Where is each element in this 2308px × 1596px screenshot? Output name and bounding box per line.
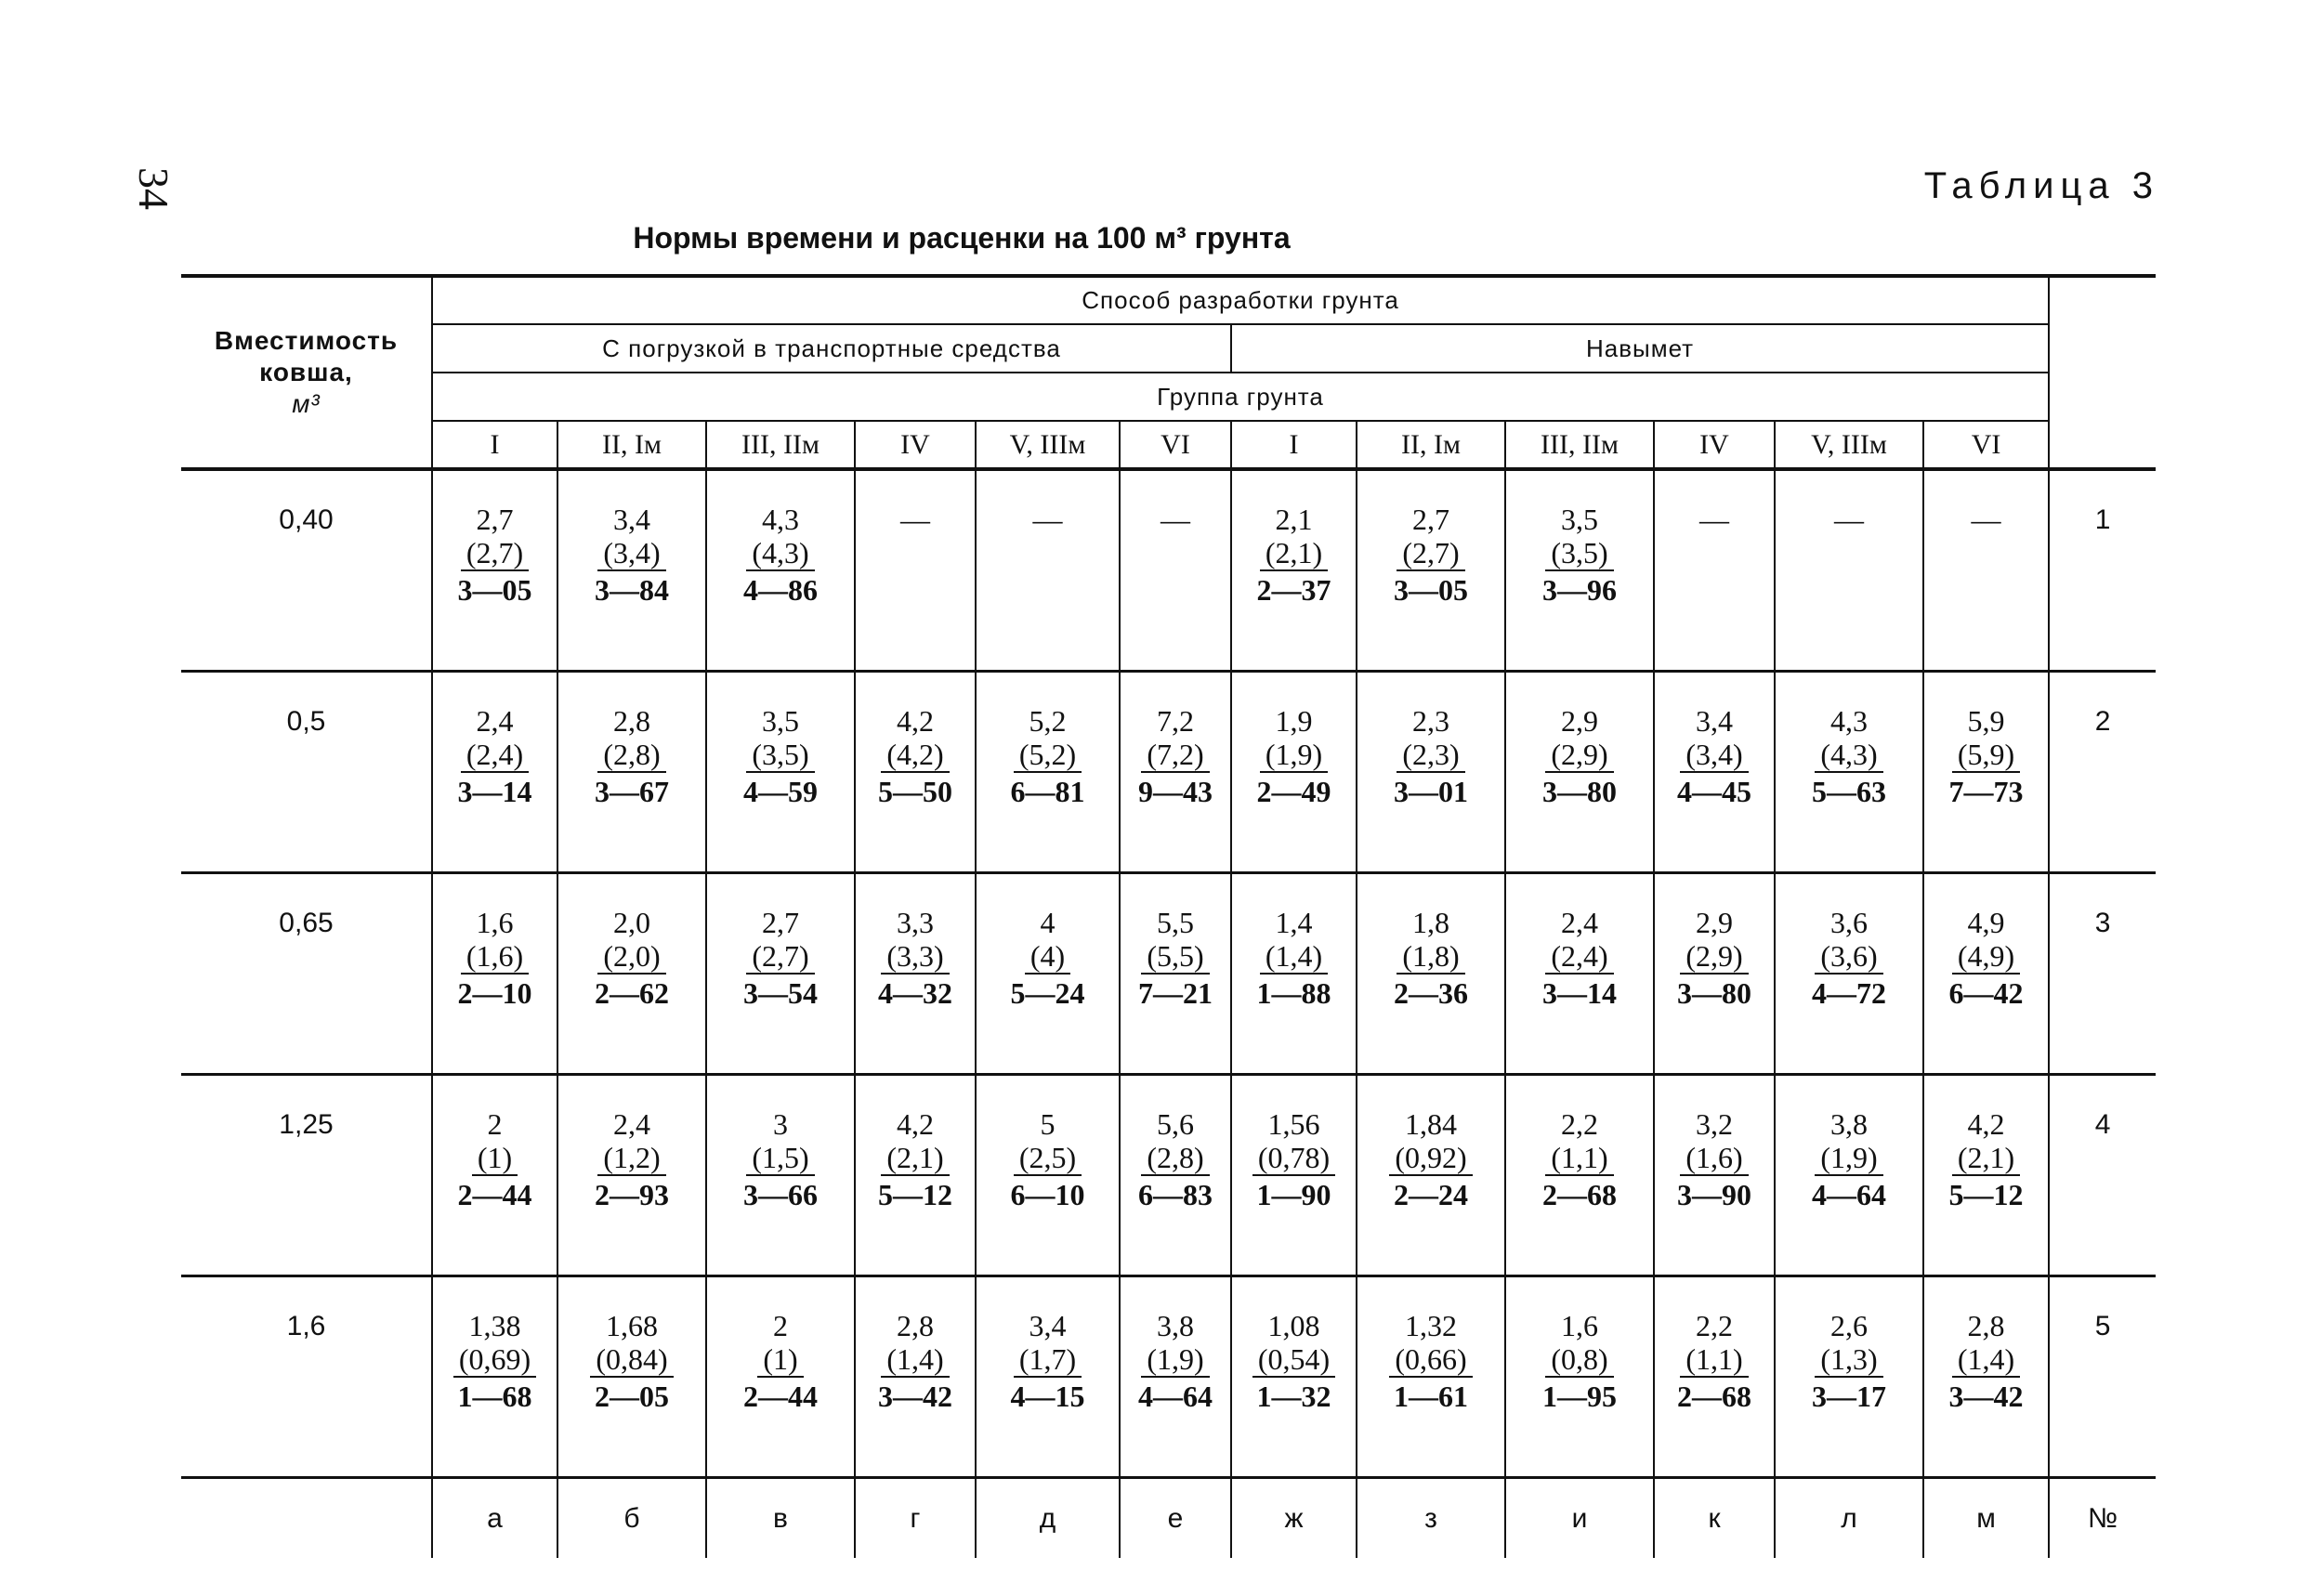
- machine-time: (1,9): [1260, 738, 1328, 773]
- soil-group-col-8: II, Iм: [1357, 421, 1505, 469]
- norms-table: [181, 274, 2156, 1558]
- time-norm: 2,2: [1561, 1107, 1598, 1141]
- time-norm: 3,8: [1830, 1107, 1868, 1141]
- machine-time: (2,4): [461, 738, 529, 773]
- time-norm: 2,9: [1561, 704, 1598, 738]
- soil-group-col-3: III, IIм: [706, 421, 855, 469]
- to-spoil-header: Навымет: [1231, 324, 2049, 373]
- rate: 9—43: [1138, 775, 1213, 808]
- machine-time: (1,6): [461, 939, 529, 975]
- rate: 3—17: [1812, 1380, 1886, 1413]
- soil-group-col-6: VI: [1120, 421, 1231, 469]
- norm-cell: [432, 672, 557, 873]
- machine-time: (0,8): [1545, 1342, 1613, 1378]
- rate: 2—05: [595, 1380, 669, 1413]
- column-letter: м: [1923, 1478, 2049, 1559]
- soil-group-col-11: V, IIIм: [1775, 421, 1923, 469]
- rate: 1—90: [1256, 1178, 1331, 1211]
- rate: 3—90: [1677, 1178, 1751, 1211]
- machine-time: (1,5): [746, 1141, 814, 1176]
- table-title: Нормы времени и расценки на 100 м³ грунта: [633, 221, 1291, 255]
- column-letter: д: [976, 1478, 1120, 1559]
- time-norm: 3,4: [1696, 704, 1733, 738]
- rate: 1—95: [1542, 1380, 1617, 1413]
- time-norm: 4: [1040, 906, 1056, 939]
- machine-time: (2,8): [597, 738, 665, 773]
- table-row: [181, 672, 2156, 873]
- time-norm: 1,84: [1405, 1107, 1457, 1141]
- norm-cell: [1505, 1276, 1654, 1478]
- time-norm: 7,2: [1157, 704, 1194, 738]
- rate: 4—72: [1812, 976, 1886, 1010]
- machine-time: (2,1): [1952, 1141, 2020, 1176]
- machine-time: (1,3): [1815, 1342, 1882, 1378]
- rate: 5—12: [878, 1178, 952, 1211]
- bucket-volume: 1,6: [181, 1276, 432, 1478]
- time-norm: 4,3: [762, 503, 799, 536]
- soil-group-col-12: VI: [1923, 421, 2049, 469]
- norm-cell: [1120, 873, 1231, 1075]
- empty-dash: —: [1032, 503, 1063, 536]
- machine-time: (3,6): [1815, 939, 1882, 975]
- norm-cell: [855, 469, 976, 672]
- norm-cell: [855, 873, 976, 1075]
- rate: 7—73: [1948, 775, 2024, 808]
- norm-cell: [976, 469, 1120, 672]
- time-norm: 1,56: [1267, 1107, 1320, 1141]
- row-number: 4: [2049, 1075, 2156, 1276]
- rate: 2—10: [457, 976, 532, 1010]
- norm-cell: [706, 873, 855, 1075]
- machine-time: (4): [1025, 939, 1070, 975]
- soil-group-col-2: II, Iм: [557, 421, 706, 469]
- time-norm: 4,2: [1967, 1107, 2005, 1141]
- machine-time: (2,0): [597, 939, 665, 975]
- norm-cell: [976, 873, 1120, 1075]
- norm-cell: [432, 1276, 557, 1478]
- table-row: [181, 469, 2156, 672]
- rate: 4—32: [878, 976, 952, 1010]
- time-norm: 2,6: [1830, 1309, 1868, 1342]
- norm-cell: [1120, 469, 1231, 672]
- norm-cell: [1505, 873, 1654, 1075]
- machine-time: (4,3): [1815, 738, 1882, 773]
- norm-cell: [976, 1276, 1120, 1478]
- table-label: Таблица 3: [1923, 165, 2159, 206]
- machine-time: (1,8): [1397, 939, 1464, 975]
- time-norm: 5,6: [1157, 1107, 1194, 1141]
- method-header: Способ разработки грунта: [432, 276, 2049, 324]
- norm-cell: [1654, 469, 1775, 672]
- rate: 3—01: [1394, 775, 1468, 808]
- time-norm: 2: [773, 1309, 788, 1342]
- column-letter: л: [1775, 1478, 1923, 1559]
- column-letter: з: [1357, 1478, 1505, 1559]
- time-norm: 2,1: [1275, 503, 1313, 536]
- empty-dash: —: [900, 503, 930, 536]
- empty-dash: —: [1161, 503, 1190, 536]
- bucket-volume: 0,65: [181, 873, 432, 1075]
- norm-cell: [1357, 1075, 1505, 1276]
- time-norm: 2,7: [762, 906, 799, 939]
- norm-cell: [1775, 1276, 1923, 1478]
- rate: 2—44: [457, 1178, 532, 1211]
- column-letter: г: [855, 1478, 976, 1559]
- time-norm: 2,7: [476, 503, 514, 536]
- norm-cell: [855, 1276, 976, 1478]
- norm-cell: [706, 469, 855, 672]
- norm-cell: [1654, 1276, 1775, 1478]
- machine-time: (0,92): [1389, 1141, 1472, 1176]
- machine-time: (2,5): [1014, 1141, 1082, 1176]
- time-norm: 3,6: [1830, 906, 1868, 939]
- time-norm: 2: [487, 1107, 503, 1141]
- time-norm: 2,8: [897, 1309, 934, 1342]
- machine-time: (3,5): [746, 738, 814, 773]
- norm-cell: [1120, 1276, 1231, 1478]
- time-norm: 1,6: [476, 906, 514, 939]
- norm-cell: [706, 672, 855, 873]
- time-norm: 5: [1040, 1107, 1056, 1141]
- norm-cell: [1923, 1075, 2049, 1276]
- machine-time: (5,5): [1141, 939, 1209, 975]
- rate: 1—88: [1256, 976, 1331, 1010]
- machine-time: (2,7): [1397, 536, 1464, 571]
- bucket-volume: 0,40: [181, 469, 432, 672]
- machine-time: (4,3): [746, 536, 814, 571]
- soil-group-col-5: V, IIIм: [976, 421, 1120, 469]
- time-norm: 2,0: [613, 906, 650, 939]
- norm-cell: [976, 672, 1120, 873]
- machine-time: (1,6): [1680, 1141, 1748, 1176]
- machine-time: (1,4): [881, 1342, 949, 1378]
- time-norm: 2,2: [1696, 1309, 1733, 1342]
- norm-cell: [1775, 469, 1923, 672]
- time-norm: 1,32: [1405, 1309, 1457, 1342]
- time-norm: 3,8: [1157, 1309, 1194, 1342]
- machine-time: (1,1): [1680, 1342, 1748, 1378]
- row-number: 3: [2049, 873, 2156, 1075]
- norm-cell: [1231, 873, 1357, 1075]
- machine-time: (2,7): [461, 536, 529, 571]
- norm-cell: [557, 672, 706, 873]
- rate: 4—15: [1010, 1380, 1085, 1413]
- column-letter: к: [1654, 1478, 1775, 1559]
- norm-cell: [1357, 1276, 1505, 1478]
- norm-cell: [1654, 672, 1775, 873]
- letters-row-blank: [181, 1478, 432, 1559]
- time-norm: 3,5: [1561, 503, 1598, 536]
- norm-cell: [557, 1075, 706, 1276]
- rate: 3—67: [595, 775, 669, 808]
- norm-cell: [1775, 1075, 1923, 1276]
- rate: 2—37: [1256, 573, 1331, 607]
- rate: 3—42: [878, 1380, 952, 1413]
- rate: 6—10: [1010, 1178, 1085, 1211]
- rate: 3—05: [457, 573, 532, 607]
- volume-header-label: Вместимость ковша,: [214, 326, 399, 386]
- norm-cell: [1357, 873, 1505, 1075]
- norm-cell: [1654, 873, 1775, 1075]
- rate: 6—83: [1138, 1178, 1213, 1211]
- machine-time: (2,8): [1141, 1141, 1209, 1176]
- rate: 7—21: [1138, 976, 1213, 1010]
- time-norm: 1,08: [1267, 1309, 1320, 1342]
- rate: 2—44: [743, 1380, 818, 1413]
- norm-cell: [1505, 469, 1654, 672]
- time-norm: 1,9: [1275, 704, 1313, 738]
- rate: 6—42: [1948, 976, 2024, 1010]
- machine-time: (7,2): [1141, 738, 1209, 773]
- rate: 1—32: [1256, 1380, 1331, 1413]
- table-row: [181, 873, 2156, 1075]
- with-loading-header: С погрузкой в транспортные средства: [432, 324, 1231, 373]
- column-letter: а: [432, 1478, 557, 1559]
- norm-cell: [706, 1276, 855, 1478]
- norm-cell: [1775, 873, 1923, 1075]
- time-norm: 5,2: [1029, 704, 1067, 738]
- norm-cell: [432, 1075, 557, 1276]
- rate: 3—54: [743, 976, 818, 1010]
- time-norm: 1,68: [606, 1309, 658, 1342]
- time-norm: 2,4: [613, 1107, 650, 1141]
- time-norm: 4,9: [1967, 906, 2005, 939]
- time-norm: 2,4: [476, 704, 514, 738]
- rate: 2—68: [1542, 1178, 1617, 1211]
- rate: 2—62: [595, 976, 669, 1010]
- rate: 5—12: [1948, 1178, 2024, 1211]
- norm-cell: [706, 1075, 855, 1276]
- machine-time: (0,66): [1389, 1342, 1472, 1378]
- rate: 4—64: [1138, 1380, 1213, 1413]
- norm-cell: [855, 1075, 976, 1276]
- machine-time: (1,1): [1545, 1141, 1613, 1176]
- machine-time: (1,9): [1815, 1141, 1882, 1176]
- time-norm: 3,2: [1696, 1107, 1733, 1141]
- row-number: 1: [2049, 469, 2156, 672]
- time-norm: 2,3: [1412, 704, 1449, 738]
- machine-time: (5,2): [1014, 738, 1082, 773]
- time-norm: 5,9: [1967, 704, 2005, 738]
- time-norm: 1,8: [1412, 906, 1449, 939]
- machine-time: (2,1): [1260, 536, 1328, 571]
- machine-time: (1,4): [1952, 1342, 2020, 1378]
- time-norm: 5,5: [1157, 906, 1194, 939]
- rate: 3—42: [1948, 1380, 2024, 1413]
- rate: 2—24: [1394, 1178, 1468, 1211]
- rate: 5—50: [878, 775, 952, 808]
- norm-cell: [976, 1075, 1120, 1276]
- time-norm: 1,38: [468, 1309, 521, 1342]
- norm-cell: [432, 873, 557, 1075]
- machine-time: (1,2): [597, 1141, 665, 1176]
- time-norm: 2,8: [1967, 1309, 2005, 1342]
- norm-cell: [557, 1276, 706, 1478]
- number-column-header-blank: [2049, 276, 2156, 469]
- machine-time: (3,5): [1545, 536, 1613, 571]
- rate: 1—61: [1394, 1380, 1468, 1413]
- rate: 3—05: [1394, 573, 1468, 607]
- norm-cell: [1357, 672, 1505, 873]
- time-norm: 2,9: [1696, 906, 1733, 939]
- machine-time: (0,69): [453, 1342, 536, 1378]
- time-norm: 3: [773, 1107, 788, 1141]
- machine-time: (2,7): [746, 939, 814, 975]
- time-norm: 1,6: [1561, 1309, 1598, 1342]
- empty-dash: —: [1834, 503, 1864, 536]
- soil-group-col-7: I: [1231, 421, 1357, 469]
- time-norm: 2,4: [1561, 906, 1598, 939]
- time-norm: 4,2: [897, 704, 934, 738]
- table-row: [181, 1075, 2156, 1276]
- norm-cell: [1357, 469, 1505, 672]
- rate: 6—81: [1010, 775, 1085, 808]
- machine-time: (2,9): [1545, 738, 1613, 773]
- row-number: 5: [2049, 1276, 2156, 1478]
- norm-cell: [1231, 1075, 1357, 1276]
- norm-cell: [557, 469, 706, 672]
- machine-time: (0,78): [1252, 1141, 1335, 1176]
- time-norm: 3,5: [762, 704, 799, 738]
- norm-cell: [1923, 672, 2049, 873]
- soil-group-col-10: IV: [1654, 421, 1775, 469]
- rate: 2—93: [595, 1178, 669, 1211]
- rate: 5—24: [1010, 976, 1085, 1010]
- norm-cell: [1775, 672, 1923, 873]
- rate: 3—80: [1677, 976, 1751, 1010]
- machine-time: (3,3): [881, 939, 949, 975]
- empty-dash: —: [1699, 503, 1729, 536]
- machine-time: (0,84): [590, 1342, 673, 1378]
- volume-header-unit: м³: [292, 389, 321, 418]
- time-norm: 4,2: [897, 1107, 934, 1141]
- norm-cell: [1120, 1075, 1231, 1276]
- column-letter: ж: [1231, 1478, 1357, 1559]
- norm-cell: [1120, 672, 1231, 873]
- norm-cell: [1923, 873, 2049, 1075]
- rate: 1—68: [457, 1380, 532, 1413]
- machine-time: (4,2): [881, 738, 949, 773]
- rate: 2—49: [1256, 775, 1331, 808]
- norm-cell: [1231, 469, 1357, 672]
- soil-group-col-9: III, IIм: [1505, 421, 1654, 469]
- bucket-volume: 0,5: [181, 672, 432, 873]
- table-row: [181, 1276, 2156, 1478]
- soil-group-header: Группа грунта: [432, 373, 2049, 421]
- rate: 4—86: [743, 573, 818, 607]
- soil-group-col-4: IV: [855, 421, 976, 469]
- bucket-volume: 1,25: [181, 1075, 432, 1276]
- time-norm: 2,8: [613, 704, 650, 738]
- norm-cell: [557, 873, 706, 1075]
- norm-cell: [1231, 1276, 1357, 1478]
- time-norm: 4,3: [1830, 704, 1868, 738]
- machine-time: (4,9): [1952, 939, 2020, 975]
- rate: 3—80: [1542, 775, 1617, 808]
- machine-time: (1,9): [1141, 1342, 1209, 1378]
- column-letter: е: [1120, 1478, 1231, 1559]
- rate: 3—66: [743, 1178, 818, 1211]
- column-letters-row: [181, 1478, 2156, 1559]
- rate: 3—14: [1542, 976, 1617, 1010]
- machine-time: (1): [472, 1141, 518, 1176]
- norm-cell: [1231, 672, 1357, 873]
- soil-group-col-1: I: [432, 421, 557, 469]
- norm-cell: [1654, 1075, 1775, 1276]
- volume-column-header: [181, 276, 432, 469]
- norm-cell: [1505, 1075, 1654, 1276]
- machine-time: (1,4): [1260, 939, 1328, 975]
- machine-time: (5,9): [1952, 738, 2020, 773]
- rate: 2—36: [1394, 976, 1468, 1010]
- machine-time: (2,4): [1545, 939, 1613, 975]
- time-norm: 3,4: [1029, 1309, 1067, 1342]
- norm-cell: [1505, 672, 1654, 873]
- machine-time: (2,3): [1397, 738, 1464, 773]
- norm-cell: [432, 469, 557, 672]
- rate: 3—14: [457, 775, 532, 808]
- machine-time: (2,9): [1680, 939, 1748, 975]
- column-letter: и: [1505, 1478, 1654, 1559]
- norm-cell: [1923, 469, 2049, 672]
- time-norm: 3,4: [613, 503, 650, 536]
- rate: 3—84: [595, 573, 669, 607]
- time-norm: 3,3: [897, 906, 934, 939]
- column-letter: б: [557, 1478, 706, 1559]
- rate: 3—96: [1542, 573, 1617, 607]
- machine-time: (2,1): [881, 1141, 949, 1176]
- rate: 4—59: [743, 775, 818, 808]
- machine-time: (1): [757, 1342, 803, 1378]
- machine-time: (3,4): [1680, 738, 1748, 773]
- time-norm: 2,7: [1412, 503, 1449, 536]
- empty-dash: —: [1971, 503, 2001, 536]
- number-header: №: [2049, 1478, 2156, 1559]
- machine-time: (3,4): [597, 536, 665, 571]
- time-norm: 1,4: [1275, 906, 1313, 939]
- rate: 5—63: [1812, 775, 1886, 808]
- column-letter: в: [706, 1478, 855, 1559]
- rate: 4—64: [1812, 1178, 1886, 1211]
- machine-time: (0,54): [1252, 1342, 1335, 1378]
- page-number: 34: [130, 167, 177, 210]
- rate: 4—45: [1677, 775, 1751, 808]
- row-number: 2: [2049, 672, 2156, 873]
- rate: 2—68: [1677, 1380, 1751, 1413]
- machine-time: (1,7): [1014, 1342, 1082, 1378]
- norm-cell: [1923, 1276, 2049, 1478]
- norm-cell: [855, 672, 976, 873]
